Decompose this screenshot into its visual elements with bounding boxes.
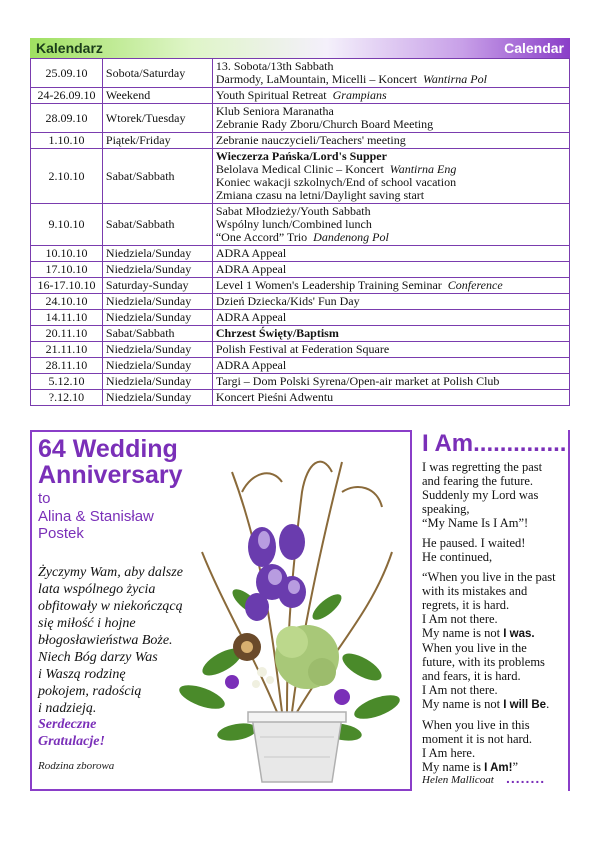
event-text: Zmiana czasu na letni/Daylight saving start [215, 188, 425, 202]
poem-paragraph-2 [422, 536, 568, 564]
event-text: Zebranie Rady Zboru/Church Board Meeting [215, 117, 434, 131]
event-text: Targi – Dom Polski Syrena/Open-air market at Polish Club [215, 374, 500, 388]
calendar-date: 28.09.10 [31, 104, 103, 133]
event-text: Chrzest Święty/Baptism [215, 326, 339, 340]
calendar-date: 20.11.10 [31, 326, 103, 342]
event-line [216, 327, 566, 340]
poem-text: My name is not [422, 626, 504, 640]
poem-text: My name is not [422, 697, 504, 711]
calendar-event [212, 246, 569, 262]
calendar-day: Piątek/Friday [102, 133, 212, 149]
event-location: Conference [447, 278, 503, 292]
wedding-title-line1: 64 Wedding [38, 435, 178, 463]
calendar-day: Sabat/Sabbath [102, 326, 212, 342]
wish-line: pokojem, radością [38, 684, 142, 699]
calendar-header [30, 38, 570, 58]
poem-line: “My Name Is I Am”! [422, 516, 529, 530]
event-line [216, 295, 566, 308]
wish-line: Życzymy Wam, aby dalsze [38, 565, 183, 580]
poem-text: . [546, 697, 550, 711]
event-text: ADRA Appeal [215, 262, 287, 276]
calendar-date: 1.10.10 [31, 133, 103, 149]
poem-line: When you live in the [422, 641, 527, 655]
event-text: Polish Festival at Federation Square [215, 342, 390, 356]
wish-line: i nadzieją. [38, 701, 97, 716]
calendar-row [31, 149, 570, 204]
wish-line: obfitowały w niekończącą [38, 599, 183, 614]
calendar-row [31, 390, 570, 406]
calendar-day: Sabat/Sabbath [102, 204, 212, 246]
event-line [216, 391, 566, 404]
wish-line: lata wspólnego życia [38, 582, 156, 597]
calendar-event [212, 59, 569, 88]
poem-line-not-i-will-be [422, 697, 568, 712]
calendar-event [212, 294, 569, 310]
event-text: Dzień Dziecka/Kids' Fun Day [215, 294, 360, 308]
calendar-row [31, 204, 570, 246]
wedding-from: Rodzina zborowa [38, 760, 115, 772]
event-line [216, 359, 566, 372]
event-text: Koniec wakacji szkolnych/End of school vacation [215, 175, 457, 189]
calendar-date: 24-26.09.10 [31, 88, 103, 104]
event-text: ADRA Appeal [215, 358, 287, 372]
event-location: Wantirna Pol [423, 72, 487, 86]
calendar-table [30, 58, 570, 406]
calendar-event [212, 204, 569, 246]
flower-arrangement-image [142, 432, 412, 790]
calendar-date: 14.11.10 [31, 310, 103, 326]
event-line [216, 279, 566, 292]
wedding-to: to [38, 490, 51, 507]
event-text: Klub Seniora Maranatha [215, 104, 334, 118]
event-line [216, 375, 566, 388]
calendar-day: Niedziela/Sunday [102, 310, 212, 326]
event-line [216, 263, 566, 276]
calendar-day: Sabat/Sabbath [102, 149, 212, 204]
calendar-day: Niedziela/Sunday [102, 390, 212, 406]
calendar-date: 21.11.10 [31, 342, 103, 358]
event-line [216, 134, 566, 147]
poem-line: When you live in this [422, 718, 530, 732]
poem-text: ” [512, 760, 519, 774]
poem-author: Helen Mallicoat [422, 774, 494, 786]
calendar-event [212, 133, 569, 149]
calendar-title-pl: Kalendarz [36, 40, 103, 56]
calendar-day: Niedziela/Sunday [102, 374, 212, 390]
poem-paragraph-3 [422, 570, 568, 712]
poem-line: speaking, [422, 502, 470, 516]
poem-end-dots: ........ [506, 770, 546, 786]
calendar-date: 25.09.10 [31, 59, 103, 88]
poem-line: “When you live in the past [422, 570, 556, 584]
calendar-event [212, 358, 569, 374]
calendar-date: 10.10.10 [31, 246, 103, 262]
event-text: Darmody, LaMountain, Micelli – Koncert [215, 72, 418, 86]
poem-line: and fears, it is hard. [422, 669, 521, 683]
event-text: Belolava Medical Clinic – Koncert [215, 162, 384, 176]
poem-bold-i-was: I was. [503, 628, 535, 640]
calendar-day: Niedziela/Sunday [102, 294, 212, 310]
calendar-day: Niedziela/Sunday [102, 246, 212, 262]
event-location: Dandenong Pol [313, 230, 389, 244]
poem-line: I was regretting the past [422, 460, 543, 474]
poem-line-i-am [422, 760, 568, 775]
calendar-day: Niedziela/Sunday [102, 262, 212, 278]
calendar-date: 5.12.10 [31, 374, 103, 390]
event-location: Grampians [332, 88, 387, 102]
event-text: 13. Sobota/13th Sabbath [215, 59, 334, 73]
poem-line: regrets, it is hard. [422, 598, 510, 612]
calendar-event [212, 342, 569, 358]
poem-line: moment it is not hard. [422, 732, 533, 746]
calendar-event [212, 88, 569, 104]
poem-line: He continued, [422, 550, 493, 564]
event-text: Koncert Pieśni Adwentu [215, 390, 334, 404]
event-text: Sabat Młodzieży/Youth Sabbath [215, 204, 371, 218]
calendar-day: Sobota/Saturday [102, 59, 212, 88]
event-text: Level 1 Women's Leadership Training Seminar [215, 278, 442, 292]
event-line [216, 247, 566, 260]
calendar-row [31, 59, 570, 88]
wedding-title-line2: Anniversary [38, 461, 183, 489]
event-line [216, 311, 566, 324]
calendar-row [31, 358, 570, 374]
calendar-date: ?.12.10 [31, 390, 103, 406]
calendar-event [212, 262, 569, 278]
calendar-event [212, 390, 569, 406]
event-text: “One Accord” Trio [215, 230, 308, 244]
event-line [216, 231, 566, 244]
poem-line: He paused. I waited! [422, 536, 526, 550]
calendar-event [212, 278, 569, 294]
wish-line: i Waszą rodzinę [38, 667, 126, 682]
wedding-names-line1: Alina & Stanisław [38, 508, 154, 525]
calendar-event [212, 374, 569, 390]
poem-line: Suddenly my Lord was [422, 488, 539, 502]
calendar-title-en: Calendar [504, 40, 564, 56]
poem-text: My name is [422, 760, 485, 774]
event-line [216, 343, 566, 356]
poem-line-not-i-was [422, 626, 568, 641]
i-am-title: I Am.............. [422, 430, 567, 457]
event-line [216, 89, 566, 102]
poem-line: I Am not there. [422, 683, 498, 697]
wedding-anniversary-box [30, 430, 412, 791]
wedding-names-line2: Postek [38, 525, 84, 542]
congrats-line2: Gratulacje! [38, 734, 105, 749]
event-location: Wantirna Eng [389, 162, 457, 176]
calendar-event [212, 149, 569, 204]
calendar-date: 24.10.10 [31, 294, 103, 310]
calendar-date: 9.10.10 [31, 204, 103, 246]
event-text: Wieczerza Pańska/Lord's Supper [215, 149, 387, 163]
event-text: Youth Spiritual Retreat [215, 88, 327, 102]
calendar-row [31, 262, 570, 278]
calendar-row [31, 374, 570, 390]
poem-line: future, with its problems [422, 655, 545, 669]
calendar-event [212, 104, 569, 133]
i-am-box [418, 430, 570, 791]
event-line [216, 73, 566, 86]
wish-line: błogosławieństwa Boże. [38, 633, 173, 648]
event-text: ADRA Appeal [215, 246, 287, 260]
poem-line: I Am here. [422, 746, 476, 760]
calendar-row [31, 326, 570, 342]
event-text: Zebranie nauczycieli/Teachers' meeting [215, 133, 406, 147]
calendar-row [31, 310, 570, 326]
calendar-row [31, 342, 570, 358]
calendar-date: 2.10.10 [31, 149, 103, 204]
calendar-row [31, 104, 570, 133]
calendar-date: 28.11.10 [31, 358, 103, 374]
calendar-row [31, 294, 570, 310]
congrats-line1: Serdeczne [38, 717, 97, 732]
calendar-day: Weekend [102, 88, 212, 104]
calendar-day: Niedziela/Sunday [102, 342, 212, 358]
poem-bold-i-am: I Am! [484, 762, 513, 774]
event-text: ADRA Appeal [215, 310, 287, 324]
poem-paragraph-4 [422, 718, 568, 775]
calendar-date: 16-17.10.10 [31, 278, 103, 294]
poem-line: I Am not there. [422, 612, 498, 626]
calendar-day: Wtorek/Tuesday [102, 104, 212, 133]
poem-line: and fearing the future. [422, 474, 534, 488]
calendar-day: Saturday-Sunday [102, 278, 212, 294]
poem-paragraph-1 [422, 460, 568, 530]
calendar-row [31, 278, 570, 294]
poem-line: with its mistakes and [422, 584, 528, 598]
event-line [216, 189, 566, 202]
wish-line: się miłość i hojne [38, 616, 136, 631]
wish-line: Niech Bóg darzy Was [38, 650, 158, 665]
event-line [216, 118, 566, 131]
wedding-congrats [38, 716, 105, 750]
calendar-day: Niedziela/Sunday [102, 358, 212, 374]
poem-bold-i-will-be: I will Be [503, 699, 547, 711]
calendar-row [31, 246, 570, 262]
calendar-event [212, 310, 569, 326]
calendar-row [31, 88, 570, 104]
calendar-row [31, 133, 570, 149]
i-am-poem [422, 460, 568, 781]
calendar-date: 17.10.10 [31, 262, 103, 278]
calendar-event [212, 326, 569, 342]
event-text: Wspólny lunch/Combined lunch [215, 217, 372, 231]
